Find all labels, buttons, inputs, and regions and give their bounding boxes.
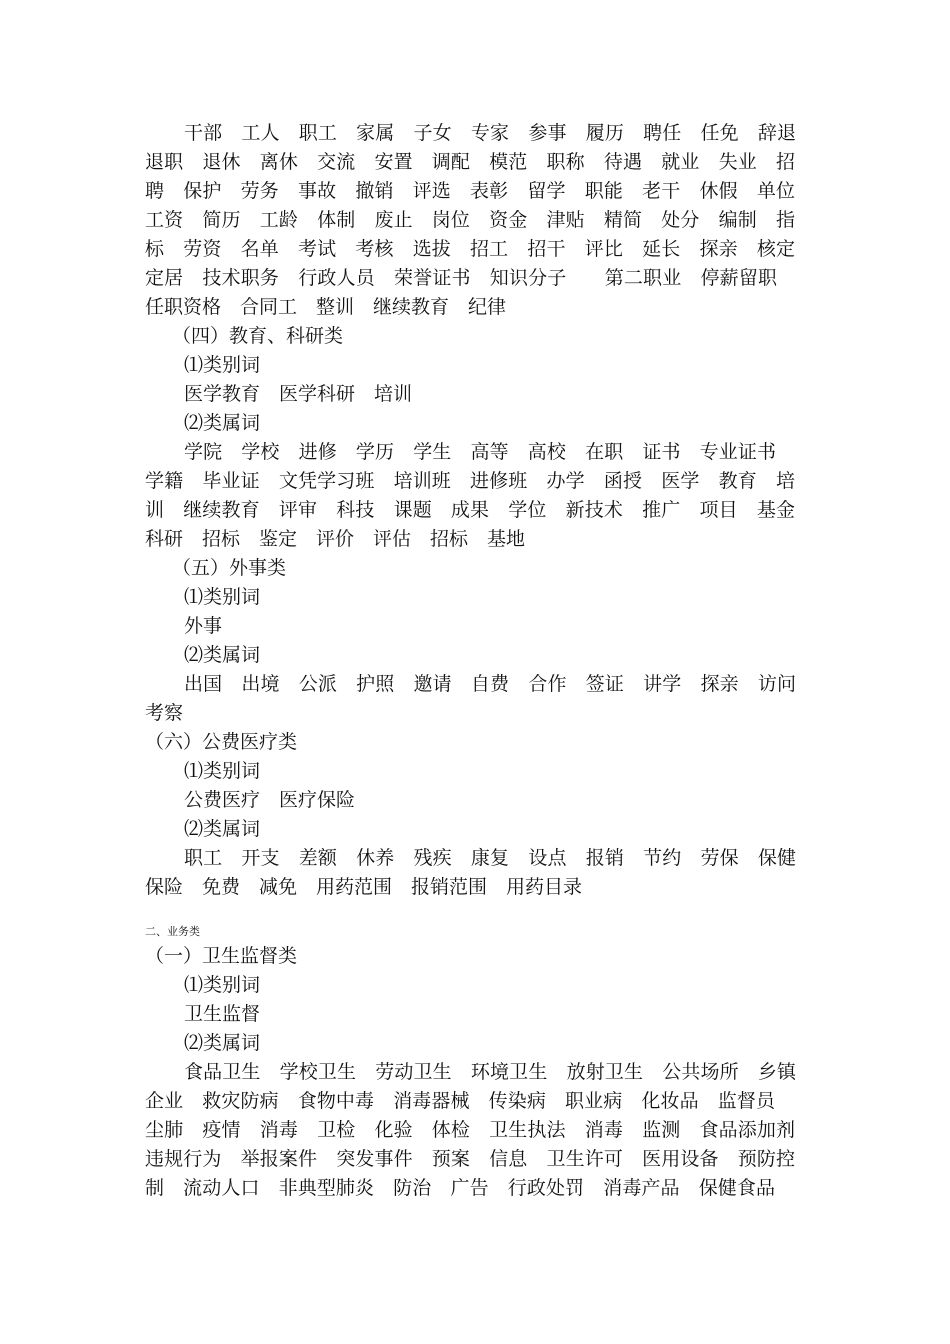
subheading: ⑴类别词	[184, 354, 261, 376]
section-heading: （六）公费医疗类	[145, 731, 298, 753]
section-heading: （一）卫生监督类	[145, 945, 298, 967]
text-line: 学籍 毕业证 文凭学习班 培训班 进修班 办学 函授 医学 教育 培	[145, 470, 795, 492]
subheading: ⑵类属词	[184, 412, 261, 434]
text-line: 考察	[145, 702, 184, 724]
subheading: ⑴类别词	[184, 586, 261, 608]
subheading: ⑴类别词	[184, 974, 261, 996]
text-line: 干部 工人 职工 家属 子女 专家 参事 履历 聘任 任免 辞退	[184, 122, 796, 144]
subheading: ⑵类属词	[184, 1032, 261, 1054]
text-line: 外事	[184, 615, 223, 637]
text-line: 尘肺 疫情 消毒 卫检 化验 体检 卫生执法 消毒 监测 食品添加剂	[145, 1119, 795, 1141]
text-line: 标 劳资 名单 考试 考核 选拔 招工 招干 评比 延长 探亲 核定	[145, 238, 795, 260]
subheading: ⑵类属词	[184, 818, 261, 840]
section-heading: （四）教育、科研类	[172, 325, 344, 347]
text-line: 职工 开支 差额 休养 残疾 康复 设点 报销 节约 劳保 保健	[184, 847, 796, 869]
text-line: 制 流动人口 非典型肺炎 防治 广告 行政处罚 消毒产品 保健食品	[145, 1177, 775, 1199]
part-heading: 二、业务类	[145, 925, 200, 938]
text-line: 出国 出境 公派 护照 邀请 自费 合作 签证 讲学 探亲 访问	[184, 673, 796, 695]
text-line: 训 继续教育 评审 科技 课题 成果 学位 新技术 推广 项目 基金	[145, 499, 795, 521]
text-line: 科研 招标 鉴定 评价 评估 招标 基地	[145, 528, 526, 550]
text-line: 学院 学校 进修 学历 学生 高等 高校 在职 证书 专业证书	[184, 441, 776, 463]
text-line: 聘 保护 劳务 事故 撤销 评选 表彰 留学 职能 老干 休假 单位	[145, 180, 795, 202]
text-line: 企业 救灾防病 食物中毒 消毒器械 传染病 职业病 化妆品 监督员	[145, 1090, 775, 1112]
text-line: 公费医疗 医疗保险	[184, 789, 356, 811]
text-line: 违规行为 举报案件 突发事件 预案 信息 卫生许可 医用设备 预防控	[145, 1148, 795, 1170]
subheading: ⑴类别词	[184, 760, 261, 782]
text-line: 退职 退休 离休 交流 安置 调配 模范 职称 待遇 就业 失业 招	[145, 151, 795, 173]
text-line: 保险 免费 减免 用药范围 报销范围 用药目录	[145, 876, 583, 898]
text-line: 卫生监督	[184, 1003, 261, 1025]
subheading: ⑵类属词	[184, 644, 261, 666]
section-heading: （五）外事类	[172, 557, 287, 579]
text-line: 食品卫生 学校卫生 劳动卫生 环境卫生 放射卫生 公共场所 乡镇	[184, 1061, 796, 1083]
text-line: 任职资格 合同工 整训 继续教育 纪律	[145, 296, 507, 318]
text-line: 工资 简历 工龄 体制 废止 岗位 资金 津贴 精简 处分 编制 指	[145, 209, 795, 231]
text-line: 医学教育 医学科研 培训	[184, 383, 413, 405]
text-line: 定居 技术职务 行政人员 荣誉证书 知识分子 第二职业 停薪留职	[145, 267, 777, 289]
